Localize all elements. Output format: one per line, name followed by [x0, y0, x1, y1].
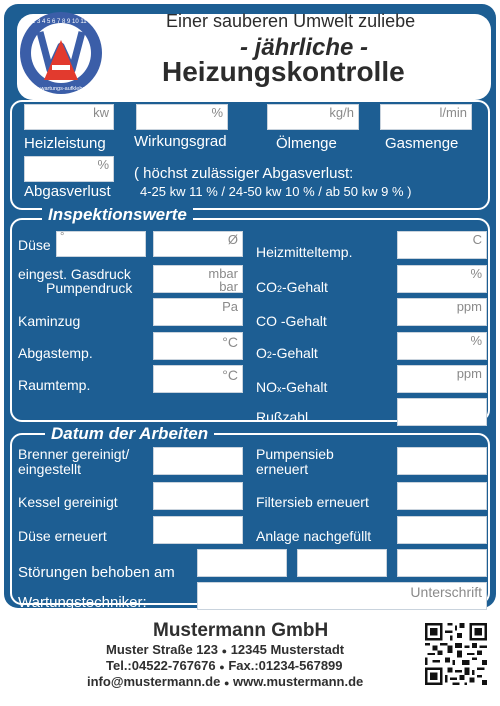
filtersieb-label: Filtersieb erneuert	[256, 494, 369, 510]
abgastemp-label: Abgastemp.	[18, 345, 93, 361]
nox-suffix: -Gehalt	[281, 379, 328, 395]
raumtemp-label: Raumtemp.	[18, 377, 91, 393]
inspection-title: Inspektionswerte	[42, 205, 193, 225]
anlage-date-field[interactable]	[397, 516, 487, 544]
kaminzug-label: Kaminzug	[18, 313, 81, 329]
header-tagline: Einer sauberen Umwelt zuliebe	[166, 11, 416, 31]
signature-field[interactable]	[197, 582, 487, 610]
duese-field-2[interactable]	[153, 231, 243, 257]
pumpensieb-date-field[interactable]	[397, 447, 487, 475]
address-line	[106, 642, 344, 657]
company-name: Mustermann GmbH	[153, 620, 329, 641]
wirkungsgrad-label: Wirkungsgrad	[134, 133, 227, 150]
co-label: CO -Gehalt	[256, 313, 327, 329]
gasdruck-label: eingest. Gasdruck	[18, 266, 131, 282]
stoerungen-field-3[interactable]	[397, 549, 487, 577]
co2-prefix: CO	[256, 279, 277, 295]
filtersieb-date-field[interactable]	[397, 482, 487, 510]
kessel-label: Kessel gereinigt	[18, 494, 118, 510]
work-dates-title: Datum der Arbeiten	[45, 424, 214, 444]
celsius-unit-2: °C	[222, 367, 238, 383]
abgas-note-line2: 4-25 kw 11 % / 24-50 kw 10 % / ab 50 kw 9 % )	[140, 184, 412, 199]
o2-label	[256, 346, 318, 363]
o2-percent-unit: %	[470, 333, 482, 348]
qr-code-icon	[425, 623, 487, 685]
percent-unit: %	[211, 105, 223, 120]
abgas-percent-unit: %	[97, 157, 109, 172]
bar-unit: bar	[219, 279, 238, 294]
o2-suffix: -Gehalt	[271, 345, 318, 361]
raumtemp-field[interactable]	[153, 365, 243, 393]
pumpendruck-label: Pumpendruck	[46, 280, 133, 296]
nox-ppm-unit: ppm	[456, 366, 482, 381]
celsius-unit: °C	[222, 334, 238, 350]
heizleistung-label: Heizleistung	[24, 135, 106, 152]
header-title: Heizungskontrolle	[162, 56, 405, 87]
phone: Tel.:04522-767676	[106, 658, 216, 673]
bullet-icon: ●	[223, 678, 230, 688]
nox-prefix: NO	[256, 379, 277, 395]
kaminzug-field[interactable]	[153, 298, 243, 326]
co2-label	[256, 280, 328, 297]
russzahl-field[interactable]	[397, 398, 487, 426]
heizmitteltemp-label: Heizmitteltemp.	[256, 244, 353, 260]
pa-unit: Pa	[222, 299, 238, 314]
pumpensieb-label-line1: Pumpensieb	[256, 446, 334, 462]
nox-label	[256, 380, 327, 397]
nox-subscript: x	[277, 384, 282, 394]
website-link[interactable]: www.mustermann.de	[233, 674, 364, 689]
co-field[interactable]	[397, 298, 487, 326]
bullet-icon: ●	[221, 646, 228, 656]
email-link[interactable]: info@mustermann.de	[87, 674, 221, 689]
gasmenge-field[interactable]	[380, 104, 472, 130]
kgh-unit: kg/h	[329, 105, 354, 120]
russzahl-label: Rußzahl	[256, 409, 309, 425]
co-ppm-unit: ppm	[456, 299, 482, 314]
stoerungen-field-2[interactable]	[297, 549, 387, 577]
street: Muster Straße 123	[106, 642, 218, 657]
stoerungen-label: Störungen behoben am	[18, 564, 175, 581]
signature-placeholder: Unterschrift	[410, 584, 482, 600]
o2-prefix: O	[256, 345, 267, 361]
nox-field[interactable]	[397, 365, 487, 393]
bullet-icon: ●	[219, 662, 225, 672]
stoerungen-field-1[interactable]	[197, 549, 287, 577]
duese-label: Düse	[18, 237, 51, 253]
oelmenge-label: Ölmenge	[276, 135, 337, 152]
city: 12345 Musterstadt	[230, 642, 345, 657]
o2-field[interactable]	[397, 332, 487, 360]
abgasverlust-field[interactable]	[24, 156, 114, 182]
gasmenge-label: Gasmenge	[385, 135, 459, 152]
co2-percent-unit: %	[470, 266, 482, 281]
heizmitteltemp-field[interactable]	[397, 231, 487, 259]
fax: Fax.:01234-567899	[228, 658, 343, 673]
lmin-unit: l/min	[439, 105, 467, 120]
degree-unit: °	[60, 231, 65, 243]
diameter-unit: Ø	[227, 232, 238, 247]
company-logo	[18, 10, 104, 96]
pumpensieb-label-line2: erneuert	[256, 461, 309, 477]
heizleistung-field[interactable]	[24, 104, 114, 130]
co2-field[interactable]	[397, 265, 487, 293]
brenner-label-line2: eingestellt	[18, 461, 82, 477]
brenner-label-line1: Brenner gereinigt/	[18, 446, 130, 462]
kessel-date-field[interactable]	[153, 482, 243, 510]
abgasverlust-label: Abgasverlust	[24, 183, 111, 200]
mbar-unit: mbar	[208, 266, 238, 281]
duese-erneuert-label: Düse erneuert	[18, 528, 107, 544]
abgastemp-field[interactable]	[153, 332, 243, 360]
anlage-label: Anlage nachgefüllt	[256, 528, 372, 544]
druck-field[interactable]	[153, 265, 243, 293]
phone-line	[106, 658, 343, 673]
logo-url-text: www.wartungs-aufkleber.de	[27, 86, 95, 92]
wirkungsgrad-field[interactable]	[136, 104, 228, 130]
oelmenge-field[interactable]	[267, 104, 359, 130]
brenner-date-field[interactable]	[153, 447, 243, 475]
techniker-label: Wartungstechniker:	[18, 594, 147, 611]
duese-date-field[interactable]	[153, 516, 243, 544]
co2-suffix: -Gehalt	[282, 279, 328, 295]
logo-dial-text: 1 2 3 4 5 6 7 8 9 10 11 12	[27, 19, 95, 25]
o2-subscript: 2	[266, 350, 272, 360]
co2-subscript: 2	[277, 284, 283, 294]
c-unit: C	[472, 232, 482, 247]
header-subtitle: - jährliche -	[240, 34, 369, 61]
kw-unit: kw	[93, 105, 109, 120]
duese-field-1[interactable]	[56, 231, 146, 257]
abgas-note-line1: ( höchst zulässiger Abgasverlust:	[134, 165, 354, 182]
contact-line	[87, 674, 363, 689]
